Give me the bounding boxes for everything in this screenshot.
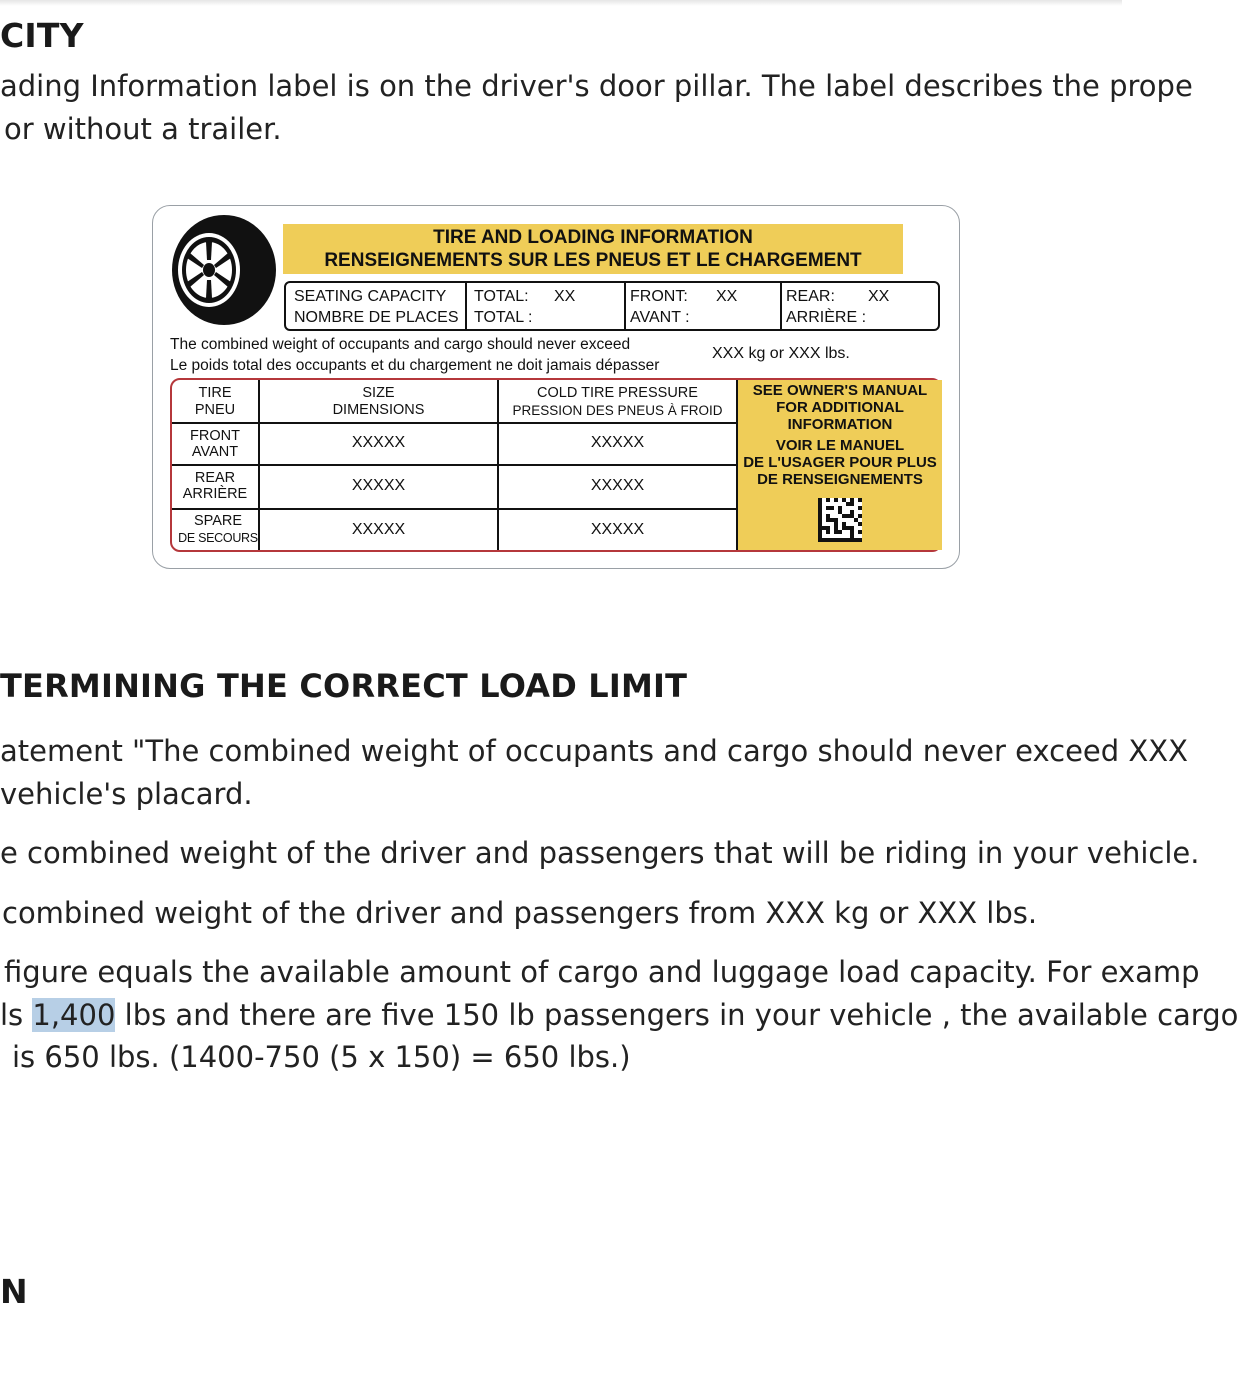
divider [465, 283, 467, 329]
combined-weight-value: XXX kg or XXX lbs. [712, 345, 850, 362]
header-tire [172, 385, 258, 419]
tire-icon [168, 214, 276, 326]
row-rear-en: REAR [194, 470, 236, 486]
para1-line1: atement "The combined weight of occupants and cargo should never exceed XXX [0, 734, 1188, 768]
row-spare-pressure: XXXXX [590, 521, 645, 538]
total-fr: TOTAL : [474, 309, 533, 326]
rear-en: REAR: [786, 288, 835, 305]
section-heading-capacity: CITY [0, 16, 84, 55]
row-spare-fr: DE SECOURS [178, 531, 258, 545]
seating-fr: NOMBRE DE PLACES [294, 309, 459, 326]
combined-weight-english: The combined weight of occupants and cargo should never exceed [170, 336, 631, 353]
manual-en-1: SEE OWNER'S MANUAL [752, 382, 928, 399]
para4-line3: is 650 lbs. (1400-750 (5 x 150) = 650 lbs.) [12, 1040, 631, 1074]
header-pressure [499, 385, 736, 419]
selected-text-highlight[interactable]: 1,400 [32, 998, 116, 1032]
header-size [260, 385, 497, 419]
row-rear-pressure: XXXXX [590, 477, 645, 494]
manual-fr-3: DE RENSEIGNEMENTS [757, 471, 923, 488]
rear-label [786, 283, 866, 332]
owners-manual-text [738, 382, 942, 488]
divider [780, 283, 782, 329]
manual-fr-1: VOIR LE MANUEL [775, 437, 905, 454]
intro-line-1: ading Information label is on the driver's door pillar. The label describes the prope [0, 69, 1193, 103]
para4-line2-post: lbs and there are five 150 lb passengers in your vehicle , the available cargo [115, 998, 1238, 1032]
header-pressure-en: COLD TIRE PRESSURE [537, 385, 698, 401]
header-tire-fr: PNEU [194, 402, 236, 418]
front-label [630, 283, 690, 332]
tire-pressure-table [170, 378, 942, 552]
total-en: TOTAL: [474, 288, 529, 305]
front-fr: AVANT : [630, 309, 690, 326]
banner-english: TIRE AND LOADING INFORMATION [433, 227, 753, 248]
manual-fr-2: DE L'USAGER POUR PLUS [743, 454, 937, 471]
front-en: FRONT: [630, 288, 688, 305]
seating-capacity-box [284, 281, 940, 331]
divider [624, 283, 626, 329]
seating-label [294, 283, 458, 332]
rear-value: XX [868, 288, 890, 305]
row-front-en: FRONT [190, 428, 240, 444]
para4-line2-pre: ls [0, 998, 33, 1032]
header-size-fr: DIMENSIONS [332, 402, 425, 418]
banner-french: RENSEIGNEMENTS SUR LES PNEUS ET LE CHARGEMENT [324, 250, 862, 271]
grid-line [172, 422, 737, 424]
para3: combined weight of the driver and passengers from XXX kg or XXX lbs. [2, 896, 1038, 930]
row-spare-label [172, 513, 264, 547]
row-rear-label [172, 470, 258, 502]
section-heading-load-limit: TERMINING THE CORRECT LOAD LIMIT [0, 667, 688, 705]
header-pressure-fr: PRESSION DES PNEUS À FROID [512, 403, 723, 418]
grid-line [172, 508, 737, 510]
row-rear-fr: ARRIÈRE [182, 486, 248, 502]
grid-line [172, 464, 737, 466]
total-label [474, 283, 532, 332]
para2: e combined weight of the driver and passengers that will be riding in your vehicle. [0, 836, 1200, 870]
para4-line2 [0, 998, 1238, 1032]
row-spare-size: XXXXX [351, 521, 406, 538]
label-banner [283, 224, 903, 274]
row-front-pressure: XXXXX [590, 434, 645, 451]
front-value: XX [716, 288, 738, 305]
header-size-en: SIZE [362, 385, 395, 401]
row-front-fr: AVANT [191, 444, 239, 460]
rear-fr: ARRIÈRE : [786, 309, 867, 326]
para4-line1: figure equals the available amount of cargo and luggage load capacity. For examp [4, 955, 1200, 989]
header-tire-en: TIRE [198, 385, 232, 401]
manual-en-2: FOR ADDITIONAL [776, 399, 904, 416]
para1-line2: vehicle's placard. [0, 777, 253, 811]
row-front-size: XXXXX [351, 434, 406, 451]
row-spare-en: SPARE [193, 513, 243, 529]
row-front-label [172, 428, 258, 460]
intro-line-2: or without a trailer. [4, 112, 282, 146]
total-value: XX [554, 288, 576, 305]
row-rear-size: XXXXX [351, 477, 406, 494]
combined-weight-french: Le poids total des occupants et du chargement ne doit jamais dépasser [170, 357, 660, 374]
qr-code-icon [818, 498, 862, 542]
manual-en-3: INFORMATION [787, 416, 893, 433]
seating-en: SEATING CAPACITY [294, 288, 447, 305]
section-heading-bottom: N [0, 1272, 28, 1311]
top-shadow [0, 0, 1122, 6]
